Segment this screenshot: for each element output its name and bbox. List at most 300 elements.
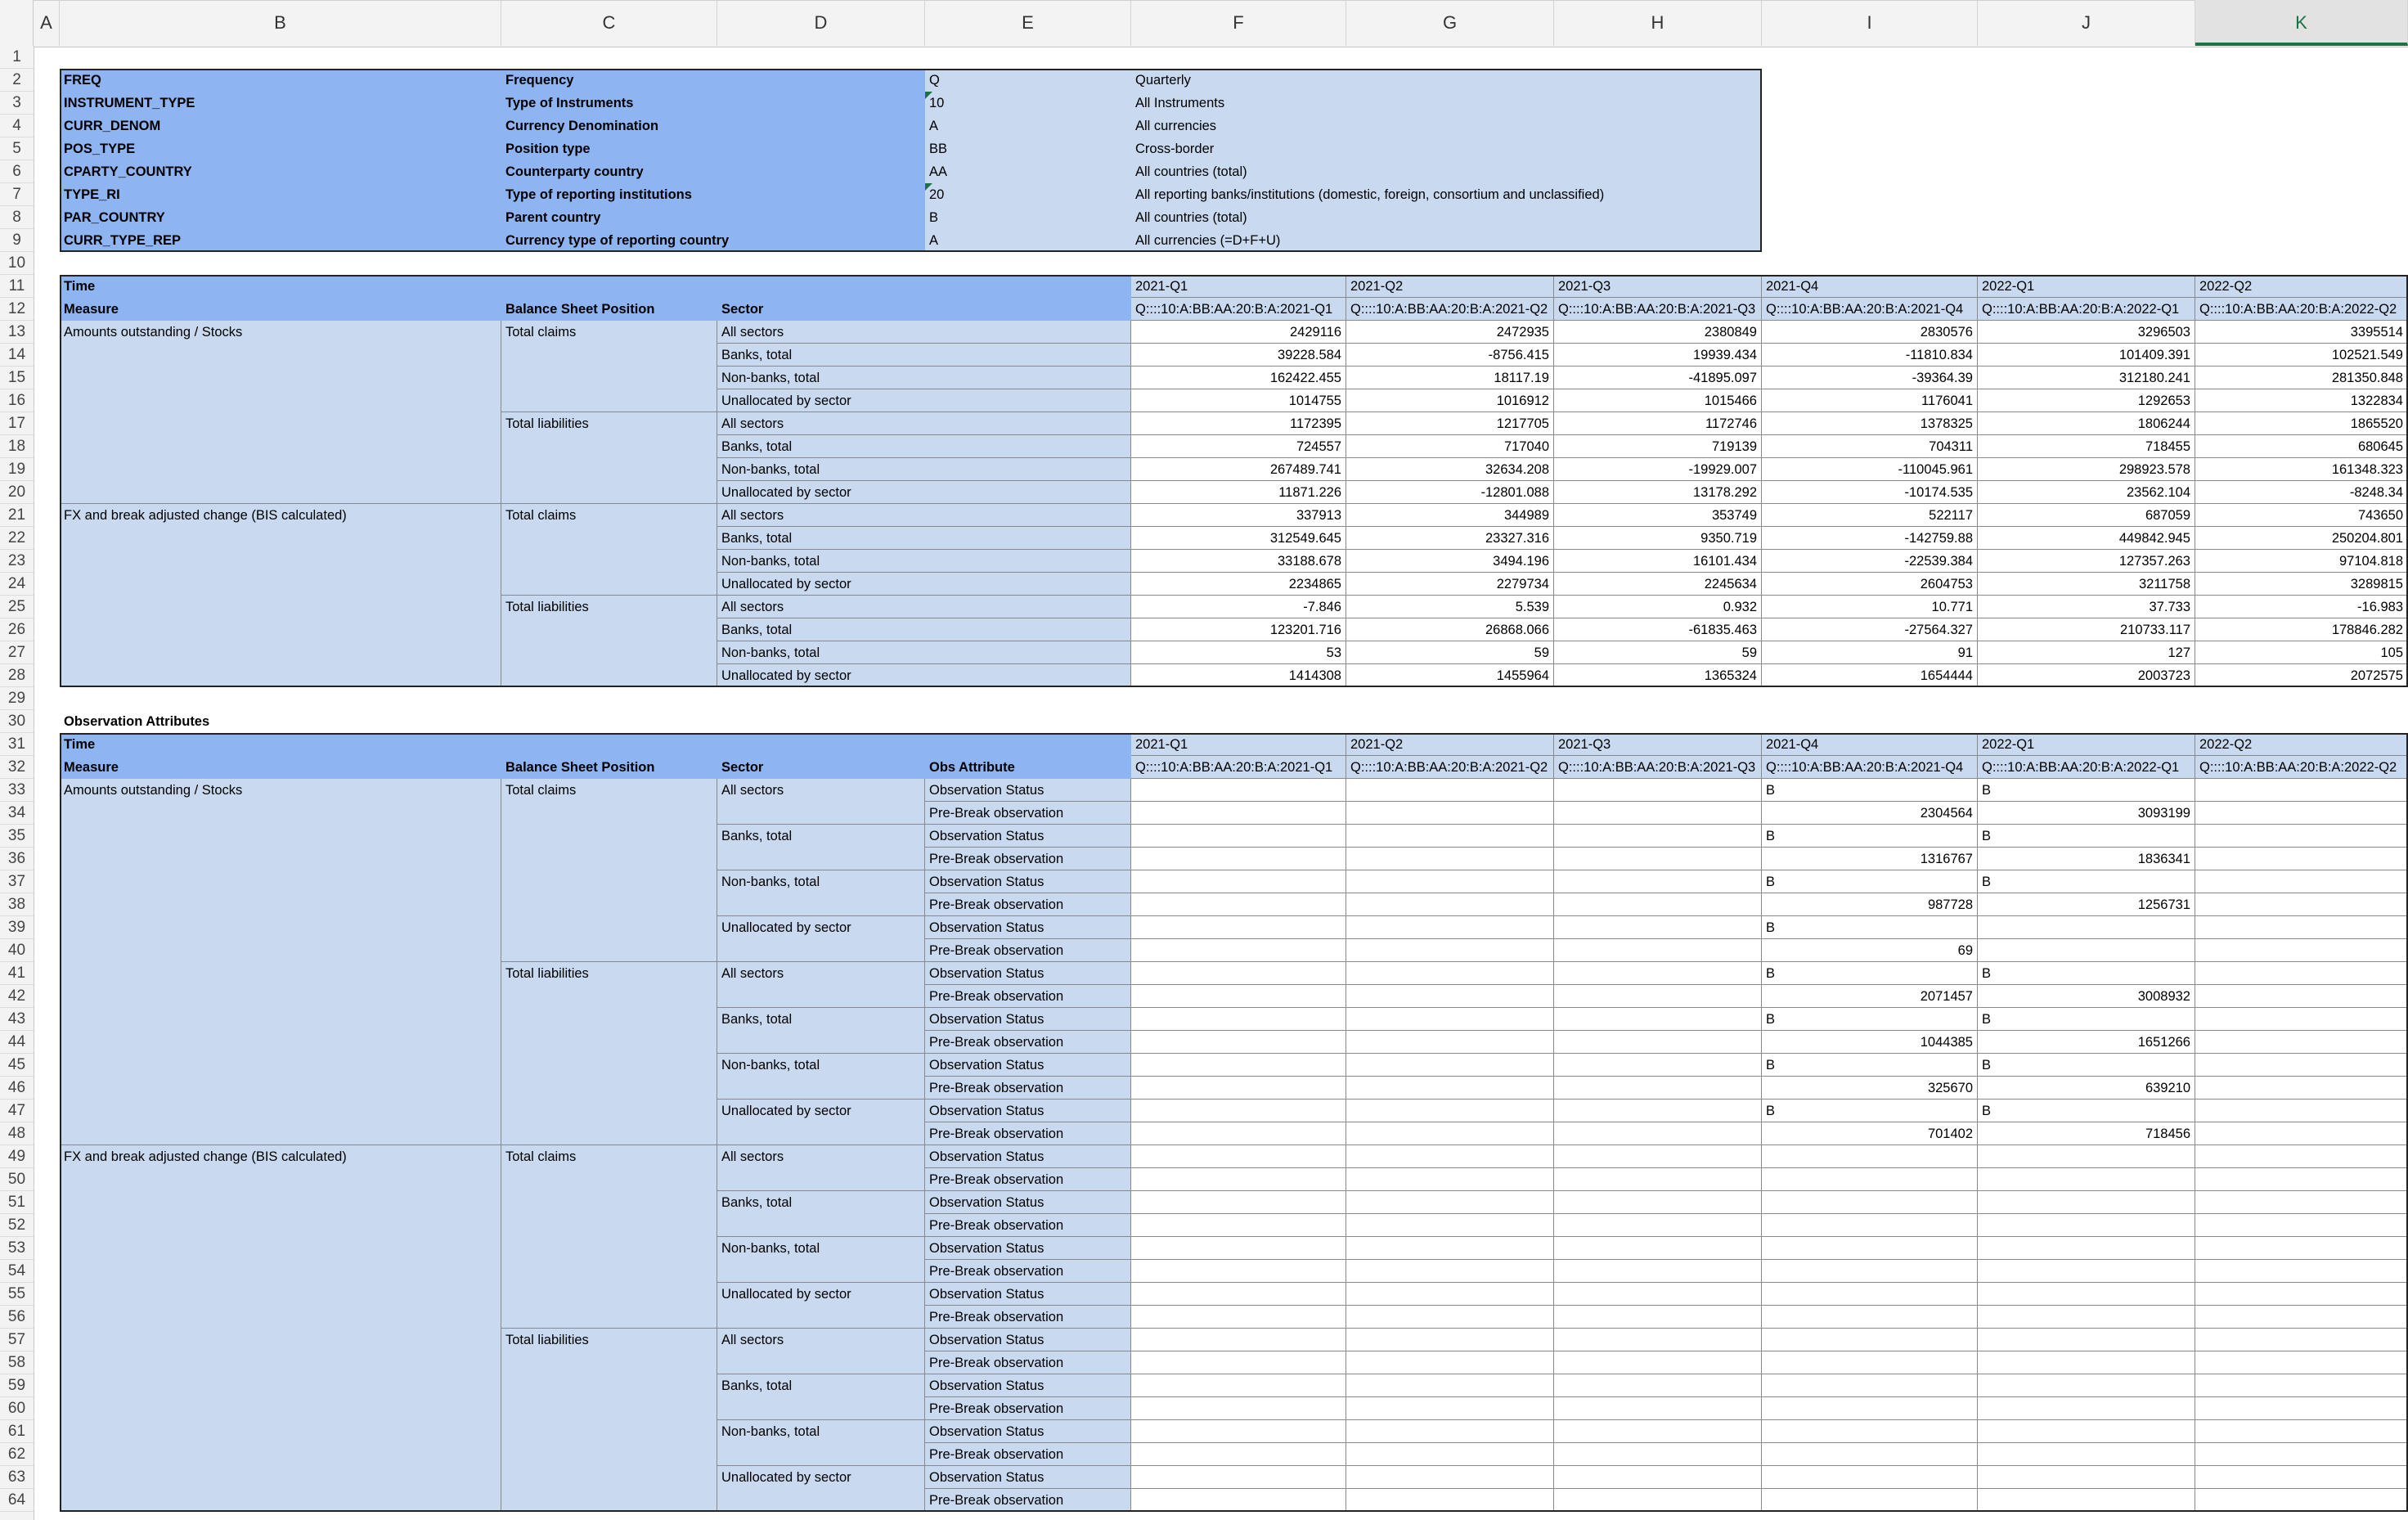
value-cell[interactable]: 1322834 [2195, 389, 2408, 412]
value-cell[interactable]: 37.733 [1978, 596, 2195, 618]
obs-attribute-header[interactable]: Obs Attribute [925, 756, 1131, 779]
row-header[interactable]: 6 [0, 160, 34, 183]
attribute-cell[interactable] [1131, 1420, 1346, 1443]
row-header[interactable]: 38 [0, 893, 34, 916]
row-header[interactable]: 18 [0, 435, 34, 458]
value-cell[interactable]: -22539.384 [1762, 550, 1978, 573]
sector-label[interactable]: All sectors [717, 962, 925, 1008]
value-cell[interactable]: -8756.415 [1346, 344, 1554, 367]
period-header[interactable]: 2022-Q1 [1978, 733, 2195, 756]
position-label[interactable]: Total claims [501, 504, 717, 596]
value-cell[interactable]: 1414308 [1131, 664, 1346, 687]
attribute-cell[interactable]: 1651266 [1978, 1031, 2195, 1054]
dimension-value[interactable]: A [925, 115, 1131, 137]
sector-label[interactable]: Non-banks, total [717, 641, 1131, 664]
row-header[interactable]: 54 [0, 1260, 34, 1283]
value-cell[interactable]: 18117.19 [1346, 367, 1554, 389]
attribute-cell[interactable] [1346, 1397, 1554, 1420]
attribute-cell[interactable] [2195, 893, 2408, 916]
dimension-description[interactable]: Cross-border [1131, 137, 1762, 160]
row-header[interactable]: 49 [0, 1145, 34, 1168]
dimension-value[interactable]: A [925, 229, 1131, 252]
value-cell[interactable]: 449842.945 [1978, 527, 2195, 550]
obs-attribute-label[interactable]: Observation Status [925, 1237, 1131, 1260]
attribute-cell[interactable] [2195, 1054, 2408, 1077]
attribute-cell[interactable] [1131, 779, 1346, 802]
attribute-cell[interactable] [1762, 1168, 1978, 1191]
dimension-name[interactable]: Type of reporting institutions [501, 183, 925, 206]
row-header[interactable]: 64 [0, 1489, 34, 1512]
obs-attribute-label[interactable]: Observation Status [925, 1054, 1131, 1077]
value-cell[interactable]: -12801.088 [1346, 481, 1554, 504]
value-cell[interactable]: -110045.961 [1762, 458, 1978, 481]
row-header[interactable]: 26 [0, 618, 34, 641]
sector-label[interactable]: All sectors [717, 321, 1131, 344]
sector-label[interactable]: All sectors [717, 1329, 925, 1374]
value-cell[interactable]: 3395514 [2195, 321, 2408, 344]
value-cell[interactable]: 1217705 [1346, 412, 1554, 435]
dimension-code[interactable]: CURR_TYPE_REP [60, 229, 501, 252]
row-header[interactable]: 50 [0, 1168, 34, 1191]
sector-label[interactable]: Banks, total [717, 1008, 925, 1054]
sector-label[interactable]: Banks, total [717, 1374, 925, 1420]
sector-label[interactable]: Non-banks, total [717, 870, 925, 916]
sector-label[interactable]: Unallocated by sector [717, 1466, 925, 1512]
attribute-cell[interactable] [1978, 1260, 2195, 1283]
value-cell[interactable]: 59 [1346, 641, 1554, 664]
sector-label[interactable]: Non-banks, total [717, 1054, 925, 1100]
value-cell[interactable]: 101409.391 [1978, 344, 2195, 367]
attribute-cell[interactable] [2195, 1214, 2408, 1237]
attribute-cell[interactable]: 639210 [1978, 1077, 2195, 1100]
attribute-cell[interactable] [2195, 1008, 2408, 1031]
attribute-cell[interactable] [1762, 1237, 1978, 1260]
obs-attribute-label[interactable]: Observation Status [925, 779, 1131, 802]
attribute-cell[interactable] [1762, 1397, 1978, 1420]
attribute-cell[interactable] [1978, 1397, 2195, 1420]
value-cell[interactable]: -61835.463 [1554, 618, 1762, 641]
row-header[interactable]: 19 [0, 458, 34, 481]
attribute-cell[interactable]: B [1978, 870, 2195, 893]
row-header[interactable]: 25 [0, 596, 34, 618]
obs-attribute-label[interactable]: Pre-Break observation [925, 1214, 1131, 1237]
obs-attribute-label[interactable]: Pre-Break observation [925, 848, 1131, 870]
value-cell[interactable]: 267489.741 [1131, 458, 1346, 481]
obs-attribute-label[interactable]: Pre-Break observation [925, 1443, 1131, 1466]
time-header[interactable]: Time [60, 275, 1131, 298]
value-cell[interactable]: 9350.719 [1554, 527, 1762, 550]
row-header[interactable]: 27 [0, 641, 34, 664]
attribute-cell[interactable] [2195, 1122, 2408, 1145]
attribute-cell[interactable] [1346, 1054, 1554, 1077]
period-header[interactable]: 2021-Q1 [1131, 733, 1346, 756]
attribute-cell[interactable] [1554, 1466, 1762, 1489]
sector-label[interactable]: Non-banks, total [717, 458, 1131, 481]
attribute-cell[interactable] [1131, 1237, 1346, 1260]
attribute-cell[interactable] [2195, 985, 2408, 1008]
attribute-cell[interactable] [1346, 870, 1554, 893]
attribute-cell[interactable] [1762, 1351, 1978, 1374]
dimension-value[interactable]: 20 [925, 183, 1131, 206]
attribute-cell[interactable] [1131, 1466, 1346, 1489]
column-header-i[interactable]: I [1762, 0, 1978, 46]
value-cell[interactable]: 127 [1978, 641, 2195, 664]
dimension-code[interactable]: POS_TYPE [60, 137, 501, 160]
attribute-cell[interactable] [1554, 916, 1762, 939]
series-key[interactable]: Q::::10:A:BB:AA:20:B:A:2022-Q2 [2195, 298, 2408, 321]
attribute-cell[interactable] [2195, 1168, 2408, 1191]
obs-attribute-label[interactable]: Observation Status [925, 1100, 1131, 1122]
value-cell[interactable]: 1365324 [1554, 664, 1762, 687]
attribute-cell[interactable] [2195, 1237, 2408, 1260]
attribute-cell[interactable]: B [1978, 1100, 2195, 1122]
attribute-cell[interactable] [1978, 1329, 2195, 1351]
obs-attribute-label[interactable]: Pre-Break observation [925, 1168, 1131, 1191]
attribute-cell[interactable] [1346, 1122, 1554, 1145]
attribute-cell[interactable] [1762, 1443, 1978, 1466]
attribute-cell[interactable] [1131, 1351, 1346, 1374]
series-key[interactable]: Q::::10:A:BB:AA:20:B:A:2022-Q2 [2195, 756, 2408, 779]
sector-label[interactable]: Unallocated by sector [717, 481, 1131, 504]
row-header[interactable]: 58 [0, 1351, 34, 1374]
row-header[interactable]: 31 [0, 733, 34, 756]
attribute-cell[interactable]: 325670 [1762, 1077, 1978, 1100]
value-cell[interactable]: 23562.104 [1978, 481, 2195, 504]
row-header[interactable]: 45 [0, 1054, 34, 1077]
attribute-cell[interactable]: B [1762, 1054, 1978, 1077]
value-cell[interactable]: 2472935 [1346, 321, 1554, 344]
period-header[interactable]: 2021-Q4 [1762, 275, 1978, 298]
obs-attribute-label[interactable]: Observation Status [925, 916, 1131, 939]
attribute-cell[interactable] [1554, 870, 1762, 893]
attribute-cell[interactable] [1554, 779, 1762, 802]
attribute-cell[interactable] [1554, 939, 1762, 962]
attribute-cell[interactable] [1554, 1306, 1762, 1329]
row-header[interactable]: 34 [0, 802, 34, 825]
attribute-cell[interactable] [2195, 1329, 2408, 1351]
row-header[interactable]: 61 [0, 1420, 34, 1443]
value-cell[interactable]: 3296503 [1978, 321, 2195, 344]
value-cell[interactable]: 2604753 [1762, 573, 1978, 596]
attribute-cell[interactable] [1978, 1306, 2195, 1329]
row-header[interactable]: 28 [0, 664, 34, 687]
attribute-cell[interactable] [1131, 1283, 1346, 1306]
sector-label[interactable]: Banks, total [717, 435, 1131, 458]
attribute-cell[interactable] [1554, 1237, 1762, 1260]
attribute-cell[interactable] [1762, 1489, 1978, 1512]
attribute-cell[interactable] [1554, 1374, 1762, 1397]
row-header[interactable]: 41 [0, 962, 34, 985]
row-header[interactable]: 56 [0, 1306, 34, 1329]
attribute-cell[interactable]: 3093199 [1978, 802, 2195, 825]
attribute-cell[interactable]: B [1978, 962, 2195, 985]
time-header[interactable]: Time [60, 733, 1131, 756]
attribute-cell[interactable] [1131, 985, 1346, 1008]
attribute-cell[interactable] [1131, 1008, 1346, 1031]
series-key[interactable]: Q::::10:A:BB:AA:20:B:A:2021-Q1 [1131, 298, 1346, 321]
value-cell[interactable]: -11810.834 [1762, 344, 1978, 367]
attribute-cell[interactable]: B [1762, 916, 1978, 939]
row-header[interactable]: 63 [0, 1466, 34, 1489]
row-header[interactable]: 35 [0, 825, 34, 848]
column-header-a[interactable]: A [34, 0, 60, 46]
attribute-cell[interactable] [1554, 848, 1762, 870]
measure-label[interactable]: FX and break adjusted change (BIS calculated) [60, 1145, 501, 1512]
position-label[interactable]: Total liabilities [501, 412, 717, 504]
attribute-cell[interactable] [1762, 1260, 1978, 1283]
obs-attribute-label[interactable]: Observation Status [925, 1466, 1131, 1489]
value-cell[interactable]: 39228.584 [1131, 344, 1346, 367]
attribute-cell[interactable] [1346, 893, 1554, 916]
attribute-cell[interactable] [1346, 1168, 1554, 1191]
value-cell[interactable]: 2072575 [2195, 664, 2408, 687]
sector-label[interactable]: All sectors [717, 779, 925, 825]
dimension-name[interactable]: Counterparty country [501, 160, 925, 183]
row-header[interactable]: 5 [0, 137, 34, 160]
value-cell[interactable]: 1172395 [1131, 412, 1346, 435]
attribute-cell[interactable] [2195, 916, 2408, 939]
attribute-cell[interactable] [1762, 1145, 1978, 1168]
value-cell[interactable]: 53 [1131, 641, 1346, 664]
dimension-code[interactable]: INSTRUMENT_TYPE [60, 92, 501, 115]
value-cell[interactable]: 23327.316 [1346, 527, 1554, 550]
attribute-cell[interactable] [1131, 962, 1346, 985]
attribute-cell[interactable]: 1836341 [1978, 848, 2195, 870]
attribute-cell[interactable]: 69 [1762, 939, 1978, 962]
position-label[interactable]: Total claims [501, 321, 717, 412]
attribute-cell[interactable]: B [1762, 1008, 1978, 1031]
attribute-cell[interactable] [1346, 1466, 1554, 1489]
series-key[interactable]: Q::::10:A:BB:AA:20:B:A:2021-Q4 [1762, 298, 1978, 321]
attribute-cell[interactable] [1346, 1260, 1554, 1283]
value-cell[interactable]: 10.771 [1762, 596, 1978, 618]
value-cell[interactable]: 105 [2195, 641, 2408, 664]
series-key[interactable]: Q::::10:A:BB:AA:20:B:A:2021-Q3 [1554, 298, 1762, 321]
row-header[interactable]: 48 [0, 1122, 34, 1145]
obs-attribute-label[interactable]: Observation Status [925, 1191, 1131, 1214]
value-cell[interactable]: -39364.39 [1762, 367, 1978, 389]
obs-attribute-label[interactable]: Pre-Break observation [925, 802, 1131, 825]
attribute-cell[interactable] [1978, 1351, 2195, 1374]
header-fill[interactable] [717, 733, 1131, 756]
attribute-cell[interactable] [1978, 1374, 2195, 1397]
attribute-cell[interactable] [1762, 1466, 1978, 1489]
attribute-cell[interactable] [1554, 1008, 1762, 1031]
value-cell[interactable]: 1654444 [1762, 664, 1978, 687]
period-header[interactable]: 2021-Q3 [1554, 733, 1762, 756]
row-header[interactable]: 3 [0, 92, 34, 115]
attribute-cell[interactable] [1978, 1237, 2195, 1260]
row-header[interactable]: 59 [0, 1374, 34, 1397]
value-cell[interactable]: 97104.818 [2195, 550, 2408, 573]
attribute-cell[interactable] [1131, 1031, 1346, 1054]
attribute-cell[interactable] [1554, 1443, 1762, 1466]
attribute-cell[interactable] [1346, 1077, 1554, 1100]
attribute-cell[interactable] [2195, 1466, 2408, 1489]
value-cell[interactable]: 281350.848 [2195, 367, 2408, 389]
sector-label[interactable]: Unallocated by sector [717, 573, 1131, 596]
row-header[interactable]: 40 [0, 939, 34, 962]
attribute-cell[interactable] [1346, 1237, 1554, 1260]
value-cell[interactable]: -19929.007 [1554, 458, 1762, 481]
value-cell[interactable]: 3211758 [1978, 573, 2195, 596]
attribute-cell[interactable] [1346, 985, 1554, 1008]
attribute-cell[interactable]: 1256731 [1978, 893, 2195, 916]
measure-header[interactable]: Measure [60, 298, 501, 321]
value-cell[interactable]: 26868.066 [1346, 618, 1554, 641]
series-key[interactable]: Q::::10:A:BB:AA:20:B:A:2021-Q2 [1346, 756, 1554, 779]
obs-attribute-label[interactable]: Pre-Break observation [925, 1489, 1131, 1512]
attribute-cell[interactable] [1978, 1443, 2195, 1466]
attribute-cell[interactable] [1131, 1374, 1346, 1397]
series-key[interactable]: Q::::10:A:BB:AA:20:B:A:2022-Q1 [1978, 756, 2195, 779]
dimension-value[interactable]: BB [925, 137, 1131, 160]
sector-label[interactable]: All sectors [717, 1145, 925, 1191]
dimension-code[interactable]: CURR_DENOM [60, 115, 501, 137]
attribute-cell[interactable] [1554, 1420, 1762, 1443]
value-cell[interactable]: 2380849 [1554, 321, 1762, 344]
period-header[interactable]: 2021-Q4 [1762, 733, 1978, 756]
attribute-cell[interactable] [2195, 1031, 2408, 1054]
attribute-cell[interactable]: 2304564 [1762, 802, 1978, 825]
row-header[interactable]: 1 [0, 46, 34, 69]
attribute-cell[interactable] [1346, 779, 1554, 802]
balance-sheet-position-header[interactable]: Balance Sheet Position [501, 298, 717, 321]
attribute-cell[interactable] [1346, 1374, 1554, 1397]
row-header[interactable]: 42 [0, 985, 34, 1008]
sector-label[interactable]: Banks, total [717, 618, 1131, 641]
row-header[interactable]: 20 [0, 481, 34, 504]
attribute-cell[interactable] [1762, 1214, 1978, 1237]
row-header[interactable]: 16 [0, 389, 34, 412]
period-header[interactable]: 2021-Q3 [1554, 275, 1762, 298]
row-header[interactable]: 55 [0, 1283, 34, 1306]
value-cell[interactable]: 1015466 [1554, 389, 1762, 412]
attribute-cell[interactable] [1131, 1306, 1346, 1329]
attribute-cell[interactable] [1346, 1306, 1554, 1329]
row-header[interactable]: 21 [0, 504, 34, 527]
value-cell[interactable]: 13178.292 [1554, 481, 1762, 504]
position-label[interactable]: Total claims [501, 779, 717, 962]
value-cell[interactable]: 353749 [1554, 504, 1762, 527]
series-key[interactable]: Q::::10:A:BB:AA:20:B:A:2021-Q4 [1762, 756, 1978, 779]
sector-label[interactable]: Non-banks, total [717, 1420, 925, 1466]
attribute-cell[interactable] [1978, 1283, 2195, 1306]
attribute-cell[interactable] [1762, 1191, 1978, 1214]
obs-attribute-label[interactable]: Pre-Break observation [925, 1306, 1131, 1329]
attribute-cell[interactable] [2195, 1077, 2408, 1100]
header-fill[interactable] [717, 275, 1131, 298]
attribute-cell[interactable] [1131, 1122, 1346, 1145]
value-cell[interactable]: 2429116 [1131, 321, 1346, 344]
dimension-code[interactable]: PAR_COUNTRY [60, 206, 501, 229]
column-header-e[interactable]: E [925, 0, 1131, 46]
obs-attribute-label[interactable]: Pre-Break observation [925, 985, 1131, 1008]
value-cell[interactable]: 1806244 [1978, 412, 2195, 435]
period-header[interactable]: 2021-Q2 [1346, 275, 1554, 298]
dimension-description[interactable]: All countries (total) [1131, 206, 1762, 229]
value-cell[interactable]: 312180.241 [1978, 367, 2195, 389]
dimension-value[interactable]: B [925, 206, 1131, 229]
obs-attribute-label[interactable]: Observation Status [925, 1374, 1131, 1397]
attribute-cell[interactable]: B [1762, 779, 1978, 802]
attribute-cell[interactable] [1554, 1168, 1762, 1191]
attribute-cell[interactable] [1346, 1008, 1554, 1031]
value-cell[interactable]: -7.846 [1131, 596, 1346, 618]
obs-attribute-label[interactable]: Pre-Break observation [925, 1122, 1131, 1145]
attribute-cell[interactable] [1346, 939, 1554, 962]
attribute-cell[interactable]: 2071457 [1762, 985, 1978, 1008]
attribute-cell[interactable] [1131, 939, 1346, 962]
row-header[interactable]: 24 [0, 573, 34, 596]
attribute-cell[interactable] [1346, 802, 1554, 825]
attribute-cell[interactable] [1762, 1420, 1978, 1443]
attribute-cell[interactable] [1131, 1397, 1346, 1420]
row-header[interactable]: 2 [0, 69, 34, 92]
attribute-cell[interactable] [1346, 962, 1554, 985]
attribute-cell[interactable] [1554, 893, 1762, 916]
sector-label[interactable]: Banks, total [717, 527, 1131, 550]
value-cell[interactable]: 2830576 [1762, 321, 1978, 344]
row-header[interactable]: 9 [0, 229, 34, 252]
attribute-cell[interactable] [2195, 1443, 2408, 1466]
measure-header[interactable]: Measure [60, 756, 501, 779]
attribute-cell[interactable] [1978, 1191, 2195, 1214]
attribute-cell[interactable] [2195, 1420, 2408, 1443]
attribute-cell[interactable] [1346, 1420, 1554, 1443]
column-header-h[interactable]: H [1554, 0, 1762, 46]
value-cell[interactable]: 1378325 [1762, 412, 1978, 435]
value-cell[interactable]: 5.539 [1346, 596, 1554, 618]
column-header-c[interactable]: C [501, 0, 717, 46]
sector-label[interactable]: All sectors [717, 504, 1131, 527]
attribute-cell[interactable] [1131, 893, 1346, 916]
series-key[interactable]: Q::::10:A:BB:AA:20:B:A:2021-Q2 [1346, 298, 1554, 321]
value-cell[interactable]: 59 [1554, 641, 1762, 664]
attribute-cell[interactable] [1762, 1329, 1978, 1351]
attribute-cell[interactable] [1131, 802, 1346, 825]
period-header[interactable]: 2022-Q2 [2195, 733, 2408, 756]
attribute-cell[interactable] [1978, 1214, 2195, 1237]
dimension-name[interactable]: Type of Instruments [501, 92, 925, 115]
row-header[interactable]: 52 [0, 1214, 34, 1237]
column-header-b[interactable]: B [60, 0, 501, 46]
obs-attribute-label[interactable]: Observation Status [925, 1283, 1131, 1306]
attribute-cell[interactable] [1554, 985, 1762, 1008]
attribute-cell[interactable]: 987728 [1762, 893, 1978, 916]
attribute-cell[interactable]: B [1978, 1008, 2195, 1031]
attribute-cell[interactable] [1346, 1351, 1554, 1374]
row-header[interactable]: 44 [0, 1031, 34, 1054]
value-cell[interactable]: -10174.535 [1762, 481, 1978, 504]
attribute-cell[interactable] [1346, 1031, 1554, 1054]
measure-label[interactable]: Amounts outstanding / Stocks [60, 321, 501, 504]
attribute-cell[interactable] [2195, 802, 2408, 825]
series-key[interactable]: Q::::10:A:BB:AA:20:B:A:2021-Q3 [1554, 756, 1762, 779]
dimension-description[interactable]: All countries (total) [1131, 160, 1762, 183]
attribute-cell[interactable] [2195, 1191, 2408, 1214]
dimension-description[interactable]: All currencies [1131, 115, 1762, 137]
attribute-cell[interactable] [1131, 1191, 1346, 1214]
value-cell[interactable]: 210733.117 [1978, 618, 2195, 641]
attribute-cell[interactable] [1346, 1283, 1554, 1306]
attribute-cell[interactable] [1346, 1145, 1554, 1168]
row-header[interactable]: 33 [0, 779, 34, 802]
attribute-cell[interactable] [1978, 1420, 2195, 1443]
row-header[interactable]: 12 [0, 298, 34, 321]
attribute-cell[interactable] [1131, 916, 1346, 939]
attribute-cell[interactable] [2195, 939, 2408, 962]
